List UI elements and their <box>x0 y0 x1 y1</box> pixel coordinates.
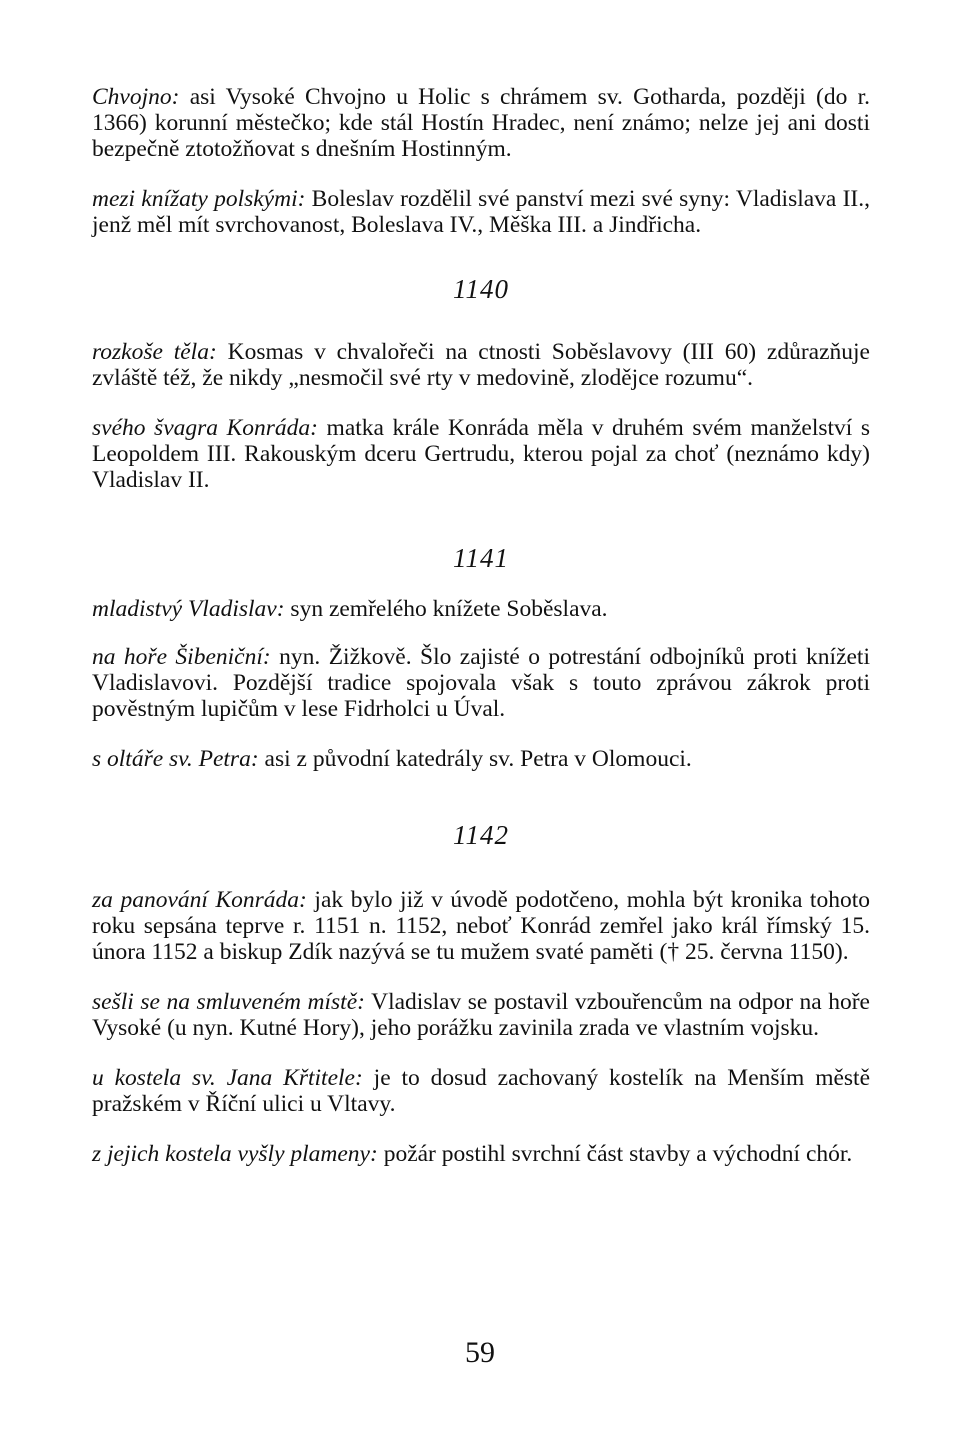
note-entry <box>92 84 870 162</box>
note-text: nyn. Žižkově. Šlo zajisté o potrestání odbojníků proti knížeti Vladislavovi. Pozdější tradice spojovala však s touto zprávou zákrok proti pověstným lupičům v lese Fidrholci u Úval. <box>92 644 870 722</box>
note-term: rozkoše těla: <box>92 339 217 365</box>
note-entry <box>92 596 870 622</box>
note-text: je to dosud zachovaný kostelík na Menším městě pražském v Říční ulici u Vltavy. <box>92 1065 871 1117</box>
note-term: svého švagra Konráda: <box>92 415 318 441</box>
note-entry <box>92 1141 870 1167</box>
note-entry <box>92 887 870 965</box>
note-term: z jejich kostela vyšly plameny: <box>92 1141 378 1167</box>
note-entry <box>92 186 870 238</box>
note-text: jak bylo již v úvodě podotčeno, mohla být kronika tohoto roku sepsána teprve r. 1151 n. 1152, neboť Konrád zemřel jako král římský 15. února 1152 a biskup Zdík nazývá se tu mužem svaté paměti († 25. června 1150). <box>92 887 870 965</box>
note-term: za panování Konráda: <box>92 887 307 913</box>
note-term: Chvojno: <box>92 84 180 110</box>
note-text: asi Vysoké Chvojno u Holic s chrámem sv. Gotharda, později (do r. 1366) korunní městečko; kde stál Hostín Hradec, není známo; nelze jej ani dosti bezpečně ztotožňovat s dnešním Hostinným. <box>92 84 870 162</box>
note-term: s oltáře sv. Petra: <box>92 746 259 772</box>
year-heading: 1140 <box>453 274 509 304</box>
note-entry <box>92 644 870 722</box>
note-text: matka krále Konráda měla v druhém svém manželství s Leopoldem III. Rakouským dceru Gertrudu, kterou pojal za choť (neznámo kdy) Vladislav II. <box>92 415 870 493</box>
note-text: asi z původní katedrály sv. Petra v Olomouci. <box>258 746 692 772</box>
note-term: mezi knížaty polskými: <box>92 186 306 212</box>
note-term: mladistvý Vladislav: <box>92 596 285 622</box>
note-text: Vladislav se postavil vzbouřencům na odpor na hoře Vysoké (u nyn. Kutné Hory), jeho porážku zavinila zrada ve vlastním vojsku. <box>92 989 870 1041</box>
note-entry <box>92 1065 870 1117</box>
page-body <box>92 84 870 1167</box>
page-number: 59 <box>465 1336 495 1369</box>
note-text: Kosmas v chvalořeči na ctnosti Soběslavovy (III 60) zdůrazňuje zvláště též, že nikdy „nesmočil své rty v medovině, zlodějce rozumu“. <box>92 339 870 391</box>
note-term: sešli se na smluveném místě: <box>92 989 365 1015</box>
year-heading: 1141 <box>453 543 509 573</box>
note-text: syn zemřelého knížete Soběslava. <box>284 596 608 622</box>
year-heading: 1142 <box>453 820 509 850</box>
note-text: požár postihl svrchní část stavby a východní chór. <box>377 1141 853 1167</box>
note-entry <box>92 746 870 772</box>
note-text: Boleslav rozdělil své panství mezi své syny: Vladislava II., jenž měl mít svrchovanost, Boleslava IV., Měška III. a Jindřicha. <box>92 186 870 238</box>
note-term: na hoře Šibeniční: <box>92 644 271 670</box>
note-term: u kostela sv. Jana Křtitele: <box>92 1065 363 1091</box>
note-entry <box>92 339 870 391</box>
note-entry <box>92 415 870 493</box>
note-entry <box>92 989 870 1041</box>
